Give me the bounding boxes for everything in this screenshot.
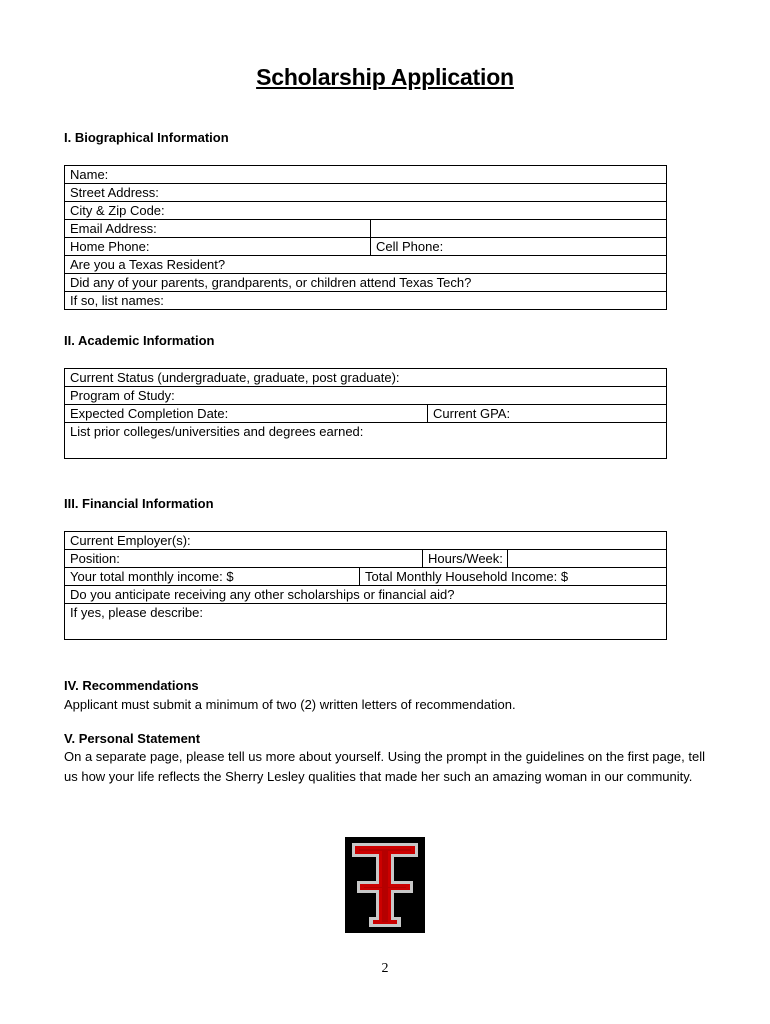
texas-tech-double-t-logo (345, 837, 425, 933)
position-label: Position: (70, 551, 120, 566)
street-address-field[interactable] (65, 184, 667, 202)
section-heading-personal-statement: V. Personal Statement (64, 731, 201, 746)
gpa-field[interactable] (428, 405, 667, 423)
recommendations-text: Applicant must submit a minimum of two (2) written letters of recommendation. (64, 697, 516, 712)
describe-aid-label: If yes, please describe: (70, 605, 203, 620)
completion-date-field[interactable] (65, 405, 428, 423)
section-heading-financial: III. Financial Information (64, 496, 214, 511)
section-heading-biographical: I. Biographical Information (64, 130, 229, 145)
other-aid-field[interactable] (65, 586, 667, 604)
hours-week-blank-cell[interactable] (508, 550, 667, 568)
street-address-label: Street Address: (70, 185, 159, 200)
home-phone-field[interactable] (65, 238, 371, 256)
family-ttu-field[interactable] (65, 274, 667, 292)
biographical-table (64, 165, 667, 310)
monthly-income-label: Your total monthly income: $ (70, 569, 234, 584)
texas-resident-label: Are you a Texas Resident? (70, 257, 226, 272)
double-t-icon (345, 837, 425, 933)
personal-statement-text: On a separate page, please tell us more about yourself. Using the prompt in the guidelines on the first page, tell us how your life reflects the Sherry Lesley qualities that made her such an amazing woman in our community. (64, 749, 705, 784)
section-heading-academic: II. Academic Information (64, 333, 215, 348)
current-status-field[interactable] (65, 369, 667, 387)
position-field[interactable] (65, 550, 423, 568)
list-names-label: If so, list names: (70, 293, 164, 308)
texas-resident-field[interactable] (65, 256, 667, 274)
city-zip-label: City & Zip Code: (70, 203, 165, 218)
household-income-field[interactable] (360, 568, 667, 586)
prior-colleges-field[interactable] (65, 423, 667, 459)
completion-date-label: Expected Completion Date: (70, 406, 229, 421)
describe-aid-field[interactable] (65, 604, 667, 640)
email-blank-cell[interactable] (371, 220, 667, 238)
city-zip-field[interactable] (65, 202, 667, 220)
name-field[interactable] (65, 166, 667, 184)
name-label: Name: (70, 167, 109, 182)
list-names-field[interactable] (65, 292, 667, 310)
household-income-label: Total Monthly Household Income: $ (365, 569, 569, 584)
hours-week-field[interactable] (423, 550, 508, 568)
monthly-income-field[interactable] (65, 568, 360, 586)
other-aid-label: Do you anticipate receiving any other scholarships or financial aid? (70, 587, 455, 602)
program-of-study-field[interactable] (65, 387, 667, 405)
email-field[interactable] (65, 220, 371, 238)
financial-table (64, 531, 667, 640)
section-heading-recommendations: IV. Recommendations (64, 678, 199, 693)
current-status-label: Current Status (undergraduate, graduate, post graduate): (70, 370, 400, 385)
program-of-study-label: Program of Study: (70, 388, 175, 403)
page-title: Scholarship Application (256, 64, 514, 90)
cell-phone-label: Cell Phone: (376, 239, 444, 254)
email-label: Email Address: (70, 221, 157, 236)
page-number: 2 (381, 961, 389, 976)
cell-phone-field[interactable] (371, 238, 667, 256)
family-ttu-label: Did any of your parents, grandparents, or children attend Texas Tech? (70, 275, 472, 290)
prior-colleges-label: List prior colleges/universities and degrees earned: (70, 424, 364, 439)
employer-field[interactable] (65, 532, 667, 550)
gpa-label: Current GPA: (433, 406, 511, 421)
hours-week-label: Hours/Week: (428, 551, 503, 566)
academic-table (64, 368, 667, 459)
home-phone-label: Home Phone: (70, 239, 150, 254)
employer-label: Current Employer(s): (70, 533, 191, 548)
